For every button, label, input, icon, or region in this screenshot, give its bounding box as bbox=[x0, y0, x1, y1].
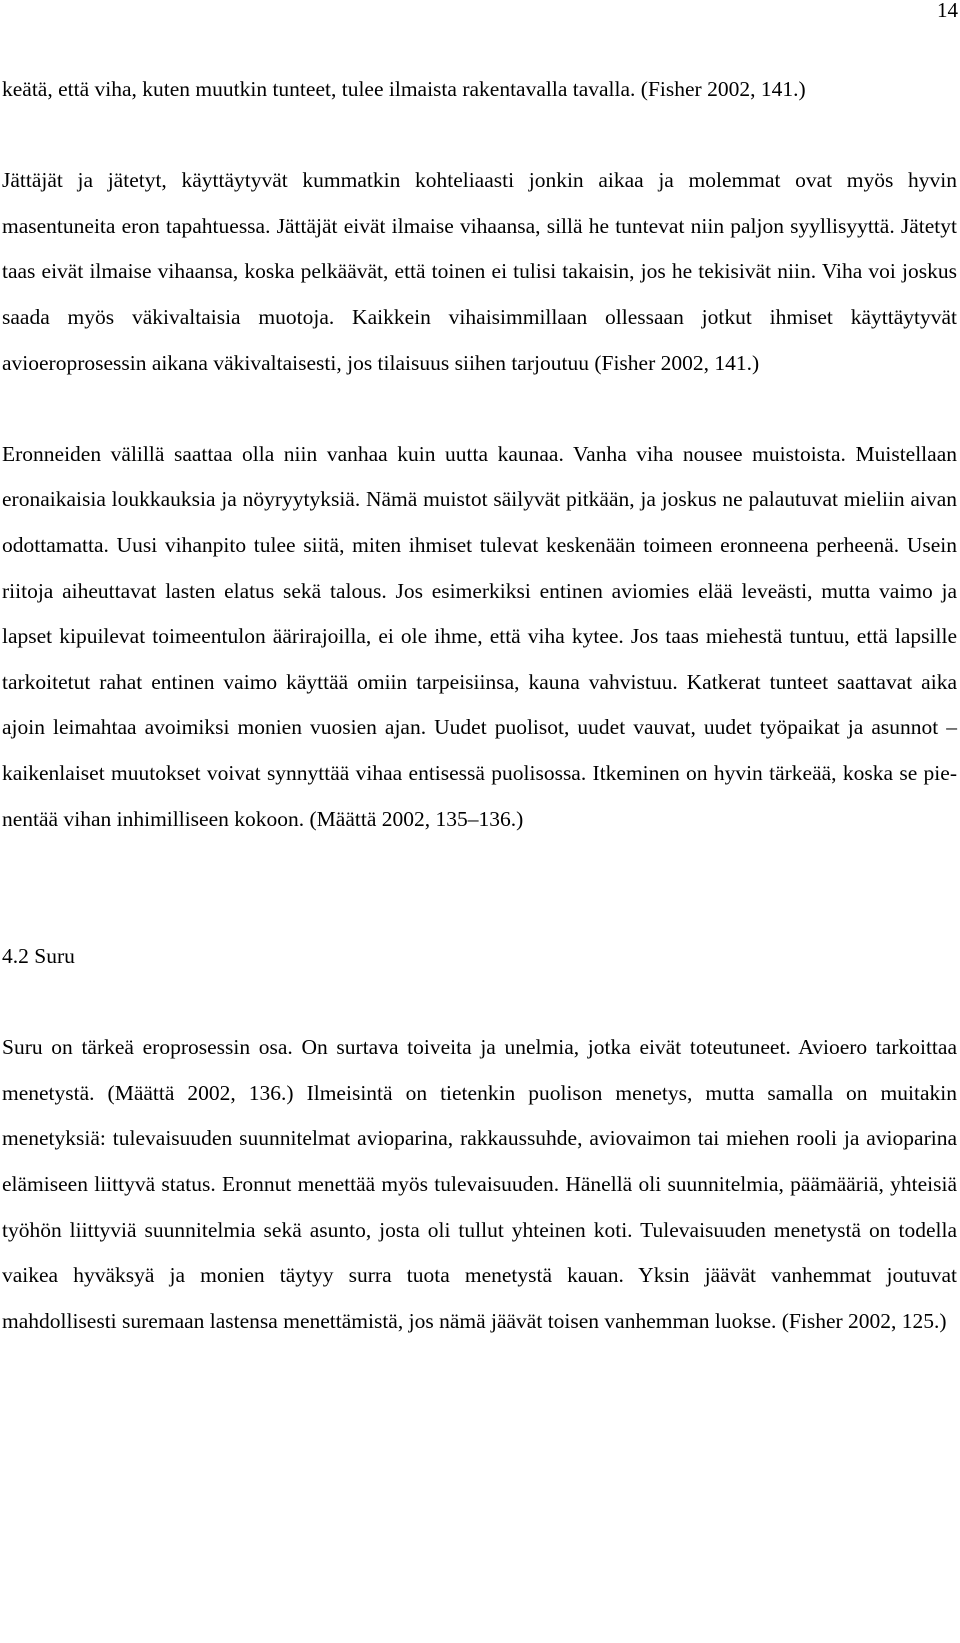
document-body bbox=[2, 67, 957, 1344]
paragraph-1: keätä, että viha, kuten muutkin tunteet, tulee ilmaista rakentavalla tavalla. (Fisher 2002, 141.) bbox=[2, 77, 806, 101]
page-number: 14 bbox=[937, 0, 958, 22]
paragraph-3: Eronneiden välillä saattaa olla niin vanhaa kuin uutta kaunaa. Vanha viha nousee muistoista. Muistellaan eronaikaisia loukkauksia ja nöyryytyksiä. Nämä muistot säilyvät pitkään, ja joskus ne palautuvat mieliin aivan odottamatta. Uusi vihanpito tulee siitä, miten ihmiset tulevat keskenään toimeen eronneena perheenä. Usein riitoja aiheuttavat lasten elatus sekä talous. Jos esimerkiksi entinen aviomies elää leveästi, mutta vaimo ja lapset kipuilevat toimeentulon äärirajoilla, ei ole ihme, että viha kytee. Jos taas miehestä tuntuu, että lapsille tarkoitetut rahat entinen vaimo käyttää omiin tarpeisiinsa, kauna vahvistuu. Katkerat tunteet saattavat aika ajoin leimahtaa avoimiksi monien vuosien ajan. Uudet puolisot, uudet vauvat, uudet työpaikat ja asunnot – kaikenlaiset muutokset voivat synnyttää vihaa entisessä puolisossa. Itkeminen on hyvin tärkeää, koska se pienentää vihan inhimilliseen kokoon. (Määttä 2002, 135–136.) bbox=[2, 441, 957, 831]
section-heading: 4.2 Suru bbox=[2, 944, 75, 969]
paragraph-2: Jättäjät ja jätetyt, käyttäytyvät kummatkin kohteliaasti jonkin aikaa ja molemmat ovat myös hyvin masentuneita eron tapahtuessa. Jättäjät eivät ilmaise vihaansa, sillä he tuntevat niin paljon syyllisyyttä. Jätetyt taas eivät ilmaise vihaansa, koska pelkäävät, että toinen ei tulisi takaisin, jos he tekisivät niin. Viha voi joskus saada myös väkivaltaisia muotoja. Kaikkein vihaisimmillaan ollessaan jotkut ihmiset käyttäytyvät avioeroprosessin aikana väkivaltaisesti, jos tilaisuus siihen tarjoutuu (Fisher 2002, 141.) bbox=[2, 168, 957, 375]
paragraph-4: Suru on tärkeä eroprosessin osa. On surtava toiveita ja unelmia, jotka eivät toteutuneet. Avioero tarkoittaa menetystä. (Määttä 2002, 136.) Ilmeisintä on tietenkin puolison menetys, mutta samalla on muitakin menetyksiä: tulevaisuuden suunnitelmat avioparina, rakkaussuhde, aviovaimon tai miehen rooli ja avioparina elämiseen liittyvä status. Eronnut menettää myös tulevaisuuden. Hänellä oli suunnitelmia, päämääriä, yhteisiä työhön liittyviä suunnitelmia sekä asunto, josta oli tullut yhteinen koti. Tulevaisuuden menetystä on todella vaikea hyväksyä ja monien täytyy surra tuota menetystä kauan. Yksin jäävät vanhemmat joutuvat mahdollisesti suremaan lastensa menettämistä, jos nämä jäävät toisen vanhemman luokse. (Fisher 2002, 125.) bbox=[2, 1035, 957, 1333]
